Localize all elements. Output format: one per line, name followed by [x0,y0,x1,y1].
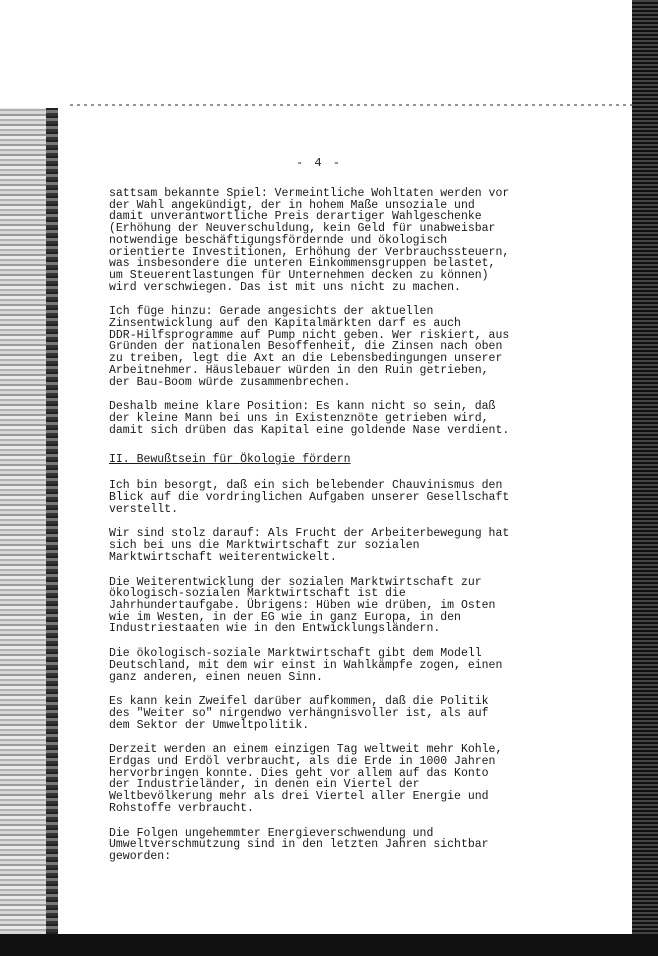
section-heading: II. Bewußtsein für Ökologie fördern [109,453,351,467]
paragraph: Die Weiterentwicklung der sozialen Marktwirtschaft zur ökologisch-sozialen Marktwirtschaft ist die Jahrhundertaufgabe. Übrigens: Hüben wie drüben, im Osten wie im Westen, in der EG wie in ganz Europa, in den Industriestaaten wie in den Entwicklungsländern. [109,575,496,636]
paragraph: Die ökologisch-soziale Marktwirtschaft gibt dem Modell Deutschland, mit dem wir einst in Wahlkämpfe zogen, einen ganz anderen, einen neuen Sinn. [109,647,503,684]
paragraph: Ich bin besorgt, daß ein sich belebender Chauvinismus den Blick auf die vordringlichen Aufgaben unserer Gesellschaft verstellt. [109,479,510,516]
paragraph: Derzeit werden an einem einzigen Tag weltweit mehr Kohle, Erdgas und Erdöl verbraucht, als die Erde in 1000 Jahren hervorbringen konnte. Dies geht vor allem auf das Konto der Industrieländer, in denen ein Viertel der Weltbevölkerung mehr als drei Viertel aller Energie und Rohstoffe verbraucht. [109,743,503,815]
paragraph: Ich füge hinzu: Gerade angesichts der aktuellen Zinsentwicklung auf den Kapitalmärkten darf es auch DDR-Hilfsprogramme auf Pump nicht geben. Wer riskiert, aus Gründen der nationalen Besoffenheit, die Zinsen nach oben zu treiben, legt die Axt an die Lebensbedingungen unserer Arbeitnehmer. Häuslebauer würden in den Ruin getrieben, der Bau-Boom würde zusammenbrechen. [109,305,510,389]
scan-top-margin [0,0,658,108]
paragraph: Wir sind stolz darauf: Als Frucht der Arbeiterbewegung hat sich bei uns die Marktwirtschaft zur sozialen Marktwirtschaft weiterentwickelt. [109,527,510,564]
page-number: - 4 - [296,156,343,170]
paragraph: Deshalb meine klare Position: Es kann nicht so sein, daß der kleine Mann bei uns in Existenznöte getrieben wird, damit sich drüben das Kapital eine goldende Nase verdient. [109,400,510,437]
paragraph: Die Folgen ungehemmter Energieverschwendung und Umweltverschmutzung sind in den letzten Jahren sichtbar geworden: [109,826,489,863]
scan-right-edge [632,0,658,956]
scan-left-edge [0,108,58,956]
scan-bottom-edge [0,934,658,956]
paragraph: sattsam bekannte Spiel: Vermeintliche Wohltaten werden vor der Wahl angekündigt, der in hohem Maße unsoziale und damit unverantwortliche Preis derartiger Wahlgeschenke (Erhöhung der Neuverschuldung, kein Geld für unabweisbar notwendige beschäftigungsfördernde und ökologisch orientierte Investitionen, Erhöhung der Verbrauchssteuern, was insbesondere die unteren Einkommensgruppen belastet, um Steuerentlastungen für Unternehmen decken zu können) wird verschwiegen. Das ist mit uns nicht zu machen. [109,187,510,294]
document-body [109,188,534,876]
paragraph: Es kann kein Zweifel darüber aufkommen, daß die Politik des "Weiter so" nirgendwo verhängnisvoller ist, als auf dem Sektor der Umweltpolitik. [109,695,489,732]
